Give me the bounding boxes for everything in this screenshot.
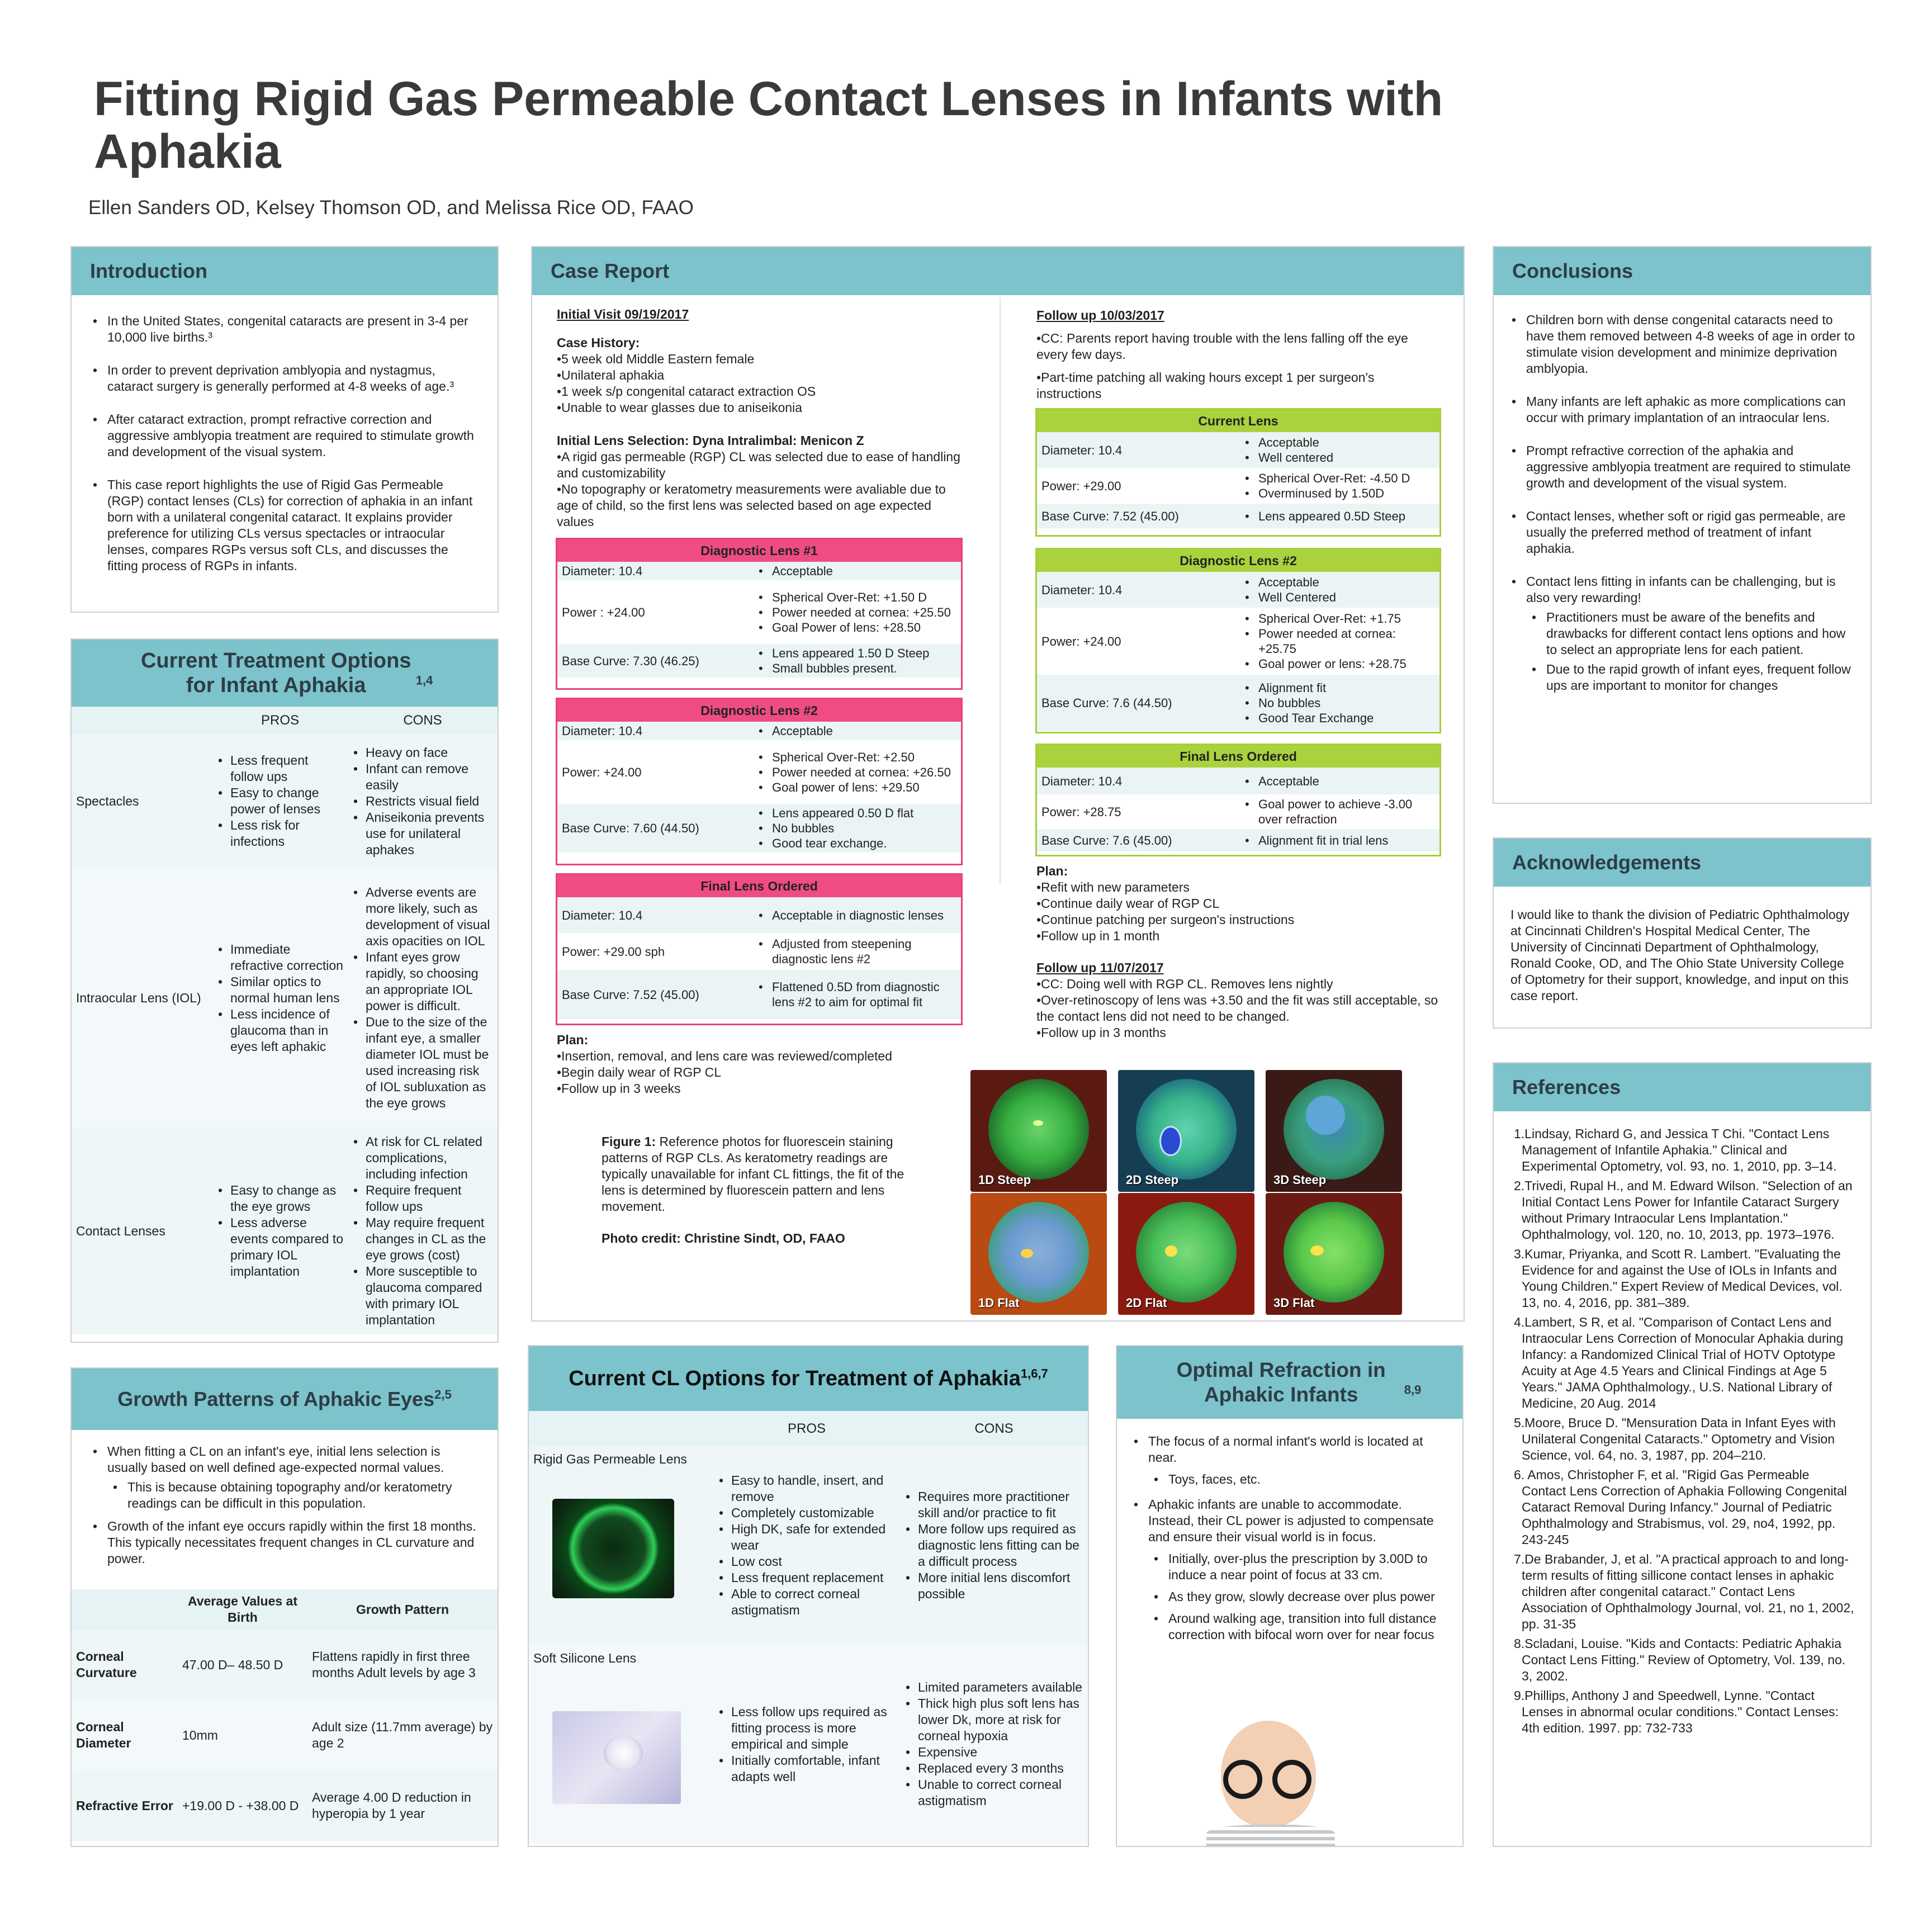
list-item: • Many infants are left aphakic as more complications can occur with primary implantation of an intraocular lens. (1508, 394, 1856, 426)
pro-item: • Similar optics to normal human lens (217, 974, 343, 1006)
selection-line: •A rigid gas permeable (RGP) CL was selected due to ease of handling and customizability (557, 449, 960, 480)
option-name: Rigid Gas Permeable Lens (533, 1452, 687, 1466)
final-lens-1-table (556, 873, 963, 1025)
treatment-heading (72, 640, 498, 707)
con-item: • Replaced every 3 months (905, 1760, 1083, 1777)
param-note: • No bubbles (1244, 695, 1435, 711)
pro-item: • High DK, safe for extended wear (718, 1521, 896, 1554)
table-row (557, 722, 961, 740)
option-name: Contact Lenses (76, 1223, 165, 1238)
param-note: • Lens appeared 0.50 D flat (757, 806, 956, 821)
table-row (529, 1446, 1088, 1645)
growth-patterns-panel (70, 1367, 499, 1847)
list-item: • Initially, over-plus the prescription by 3.00D to induce a near point of focus at 33 cm. (1150, 1551, 1449, 1583)
list-item: • Children born with dense congenital cataracts need to have them removed between 4-8 weeks of age in order to stimulate vision development and minimize deprivation amblyopia. (1508, 312, 1856, 377)
table-row (1037, 572, 1439, 608)
reference-item: 8.Scladani, Louise. "Kids and Contacts: Pediatric Aphakia Contact Lens Fitting." Review of Optometry, Vol. 139, no. 3, 2002. (1514, 1636, 1846, 1683)
con-item: • At risk for CL related complications, including infection (352, 1134, 493, 1182)
plan-line: •Begin daily wear of RGP CL (557, 1065, 721, 1079)
param-note: • Alignment fit in trial lens (1244, 833, 1435, 848)
rgp-lens-image (552, 1499, 674, 1598)
avg-header: Average Values at Birth (187, 1594, 298, 1625)
pro-item: • Completely customizable (718, 1505, 896, 1521)
fluorescein-photo-1d-steep (970, 1070, 1107, 1192)
param-note: • Good tear exchange. (757, 836, 956, 851)
striped-shirt (1206, 1825, 1335, 1847)
param-note: • Spherical Over-Ret: +1.75 (1244, 611, 1435, 626)
list-item: • This is because obtaining topography and/or keratometry readings can be difficult in this population. (110, 1479, 480, 1512)
lens-on-fingertip-icon (604, 1736, 643, 1770)
param-note: • No bubbles (757, 821, 956, 836)
con-item: • More susceptible to glaucoma compared with primary IOL implantation (352, 1263, 493, 1328)
param-note: • Lens appeared 1.50 D Steep (757, 646, 956, 661)
list-item: • Contact lens fitting in infants can be challenging, but is also very rewarding! (1508, 574, 1856, 606)
param-note: • Acceptable in diagnostic lenses (757, 908, 956, 923)
treatment-options-panel (70, 638, 499, 1343)
pro-item: • Less frequent follow ups (217, 752, 343, 785)
avg-value: 47.00 D– 48.50 D (182, 1657, 283, 1672)
option-name: Intraocular Lens (IOL) (76, 990, 201, 1005)
plan-line: •Follow up in 1 month (1036, 929, 1160, 943)
param-label: Base Curve: 7.6 (45.00) (1041, 833, 1172, 847)
plan-line: •Continue daily wear of RGP CL (1036, 896, 1220, 911)
photo-label: 2D Steep (1126, 1173, 1179, 1187)
table-row (529, 1645, 1088, 1844)
row-name: Corneal Curvature (76, 1649, 137, 1680)
param-label: Base Curve: 7.60 (44.50) (562, 821, 699, 835)
conclusions-panel (1493, 246, 1872, 804)
figure-caption-text: Reference photos for fluorescein staining patterns of RGP CLs. As keratometry readings are typically unavailable for infant CL fittings, the fit of the lens is determined by fluorescein pattern and lens movement. (602, 1134, 905, 1214)
param-label: Power: +24.00 (1041, 634, 1121, 648)
followup-1-notes (1036, 307, 1439, 402)
param-label: Base Curve: 7.6 (44.50) (1041, 695, 1172, 710)
list-item: • Contact lenses, whether soft or rigid gas permeable, are usually the preferred method of treatment of infant aphakia. (1508, 508, 1856, 557)
param-note: • Flattened 0.5D from diagnostic lens #2 to aim for optimal fit (757, 979, 956, 1010)
table-row (557, 580, 961, 644)
con-item: • Due to the size of the infant eye, a smaller diameter IOL must be used increasing risk of IOL subluxation as the eye grows (352, 1014, 493, 1111)
con-item: • Restricts visual field (352, 793, 493, 809)
table-row (1037, 504, 1439, 528)
param-note: • Well Centered (1244, 590, 1435, 605)
cl-options-heading-sup: 1,6,7 (1020, 1366, 1048, 1381)
references-heading: References (1494, 1063, 1871, 1111)
pro-item: • Easy to handle, insert, and remove (718, 1472, 896, 1505)
plan-title: Plan: (1036, 864, 1068, 878)
current-lens-table (1035, 408, 1441, 537)
list-item: • In the United States, congenital cataracts are present in 3-4 per 10,000 live births.³ (89, 313, 480, 345)
param-label: Power: +24.00 (562, 765, 642, 779)
con-item: • Adverse events are more likely, such as development of visual axis opacities on IOL (352, 884, 493, 949)
cl-options-heading-text: Current CL Options for Treatment of Aphakia (569, 1367, 1021, 1390)
optimal-heading-text: Optimal Refraction in Aphakic Infants (1176, 1358, 1386, 1406)
param-label: Base Curve: 7.30 (46.25) (562, 654, 699, 668)
table-row (557, 644, 961, 678)
param-label: Power: +29.00 (1041, 479, 1121, 493)
case-report-heading: Case Report (532, 247, 1464, 295)
growth-heading (72, 1368, 498, 1430)
param-note: • Goal Power of lens: +28.50 (757, 620, 956, 635)
plan-line: •Follow up in 3 weeks (557, 1081, 681, 1096)
pro-item: • Less incidence of glaucoma than in eyes left aphakic (217, 1006, 343, 1055)
table-row (557, 933, 961, 970)
reference-item: 5.Moore, Bruce D. "Mensuration Data in Infant Eyes with Unilateral Congenital Cataracts." Optometry and Vision Science, vol. 64, no. 3, 1987, pp. 204–210. (1514, 1415, 1836, 1462)
param-note: • Power needed at cornea: +25.75 (1244, 626, 1435, 656)
con-item: • May require frequent changes in CL as the eye grows (cost) (352, 1215, 493, 1263)
cons-header: CONS (403, 713, 442, 728)
optimal-refraction-list (1130, 1433, 1449, 1643)
poster-title: Fitting Rigid Gas Permeable Contact Lenses in Infants with Aphakia (94, 72, 1443, 178)
growth-heading-sup: 2,5 (434, 1388, 452, 1401)
table-row (1037, 608, 1439, 675)
final-lens-2-table (1035, 744, 1441, 856)
followup-note: •Over-retinoscopy of lens was +3.50 and the fit was still acceptable, so the contact lens did not need to be changed. (1036, 993, 1438, 1024)
list-item: • In order to prevent deprivation amblyopia and nystagmus, cataract surgery is generally performed at 4-8 weeks of age.³ (89, 362, 480, 395)
table-row (1037, 768, 1439, 794)
param-label: Diameter: 10.4 (562, 908, 643, 922)
param-note: • Goal power or lens: +28.75 (1244, 656, 1435, 671)
cons-header: CONS (974, 1420, 1014, 1436)
pro-item: • Easy to change as the eye grows (217, 1182, 343, 1215)
table-row (72, 1770, 498, 1841)
fluorescein-photo-2d-flat (1118, 1193, 1254, 1315)
diagnostic-lens-2-table (556, 698, 963, 865)
references-panel (1493, 1062, 1872, 1847)
reference-item: 7.De Brabander, J, et al. "A practical approach to and long-term results of fitting sillicone contact lenses in aphakic children after congenital cataract." Contact Lens Association of Ophthalmology Journal, vol. 21, no 1, 2002, pp. 31-35 (1514, 1552, 1854, 1631)
list-item: • When fitting a CL on an infant's eye, initial lens selection is usually based on well defined age-expected normal values. (89, 1443, 480, 1476)
param-note: • Goal power to achieve -3.00 over refraction (1244, 797, 1435, 827)
treatment-heading-text: Current Treatment Options for Infant Aphakia (140, 649, 411, 697)
fluorescein-photo-3d-flat (1266, 1193, 1402, 1315)
figure-label: Figure 1: (602, 1134, 656, 1149)
photo-label: 2D Flat (1126, 1296, 1167, 1310)
param-note: • Alignment fit (1244, 680, 1435, 695)
con-item: • Unable to correct corneal astigmatism (905, 1777, 1083, 1809)
list-item: • Aphakic infants are unable to accommodate. Instead, their CL power is adjusted to compensate and ensure their visual world is in focus. (1130, 1497, 1449, 1545)
param-note: • Acceptable (1244, 575, 1435, 590)
followup-note: •Part-time patching all waking hours except 1 per surgeon's instructions (1036, 370, 1375, 401)
table-row (1037, 675, 1439, 731)
list-item: • After cataract extraction, prompt refractive correction and aggressive amblyopia treatment are required to stimulate growth and development of the visual system. (89, 411, 480, 460)
fluorescein-photo-2d-steep (1118, 1070, 1254, 1192)
option-name: Soft Silicone Lens (533, 1651, 637, 1665)
history-line: •Unable to wear glasses due to aniseikonia (557, 400, 802, 415)
table-title: Diagnostic Lens #2 (1037, 550, 1439, 572)
history-line: •1 week s/p congenital cataract extraction OS (557, 384, 816, 399)
treatment-table (72, 707, 498, 1334)
plan-title: Plan: (557, 1033, 589, 1047)
introduction-heading: Introduction (72, 247, 498, 295)
con-item: • Limited parameters available (905, 1679, 1083, 1696)
list-item: • Prompt refractive correction of the aphakia and aggressive amblyopia treatment are required to stimulate growth and development of the visual system. (1508, 443, 1856, 491)
growth-table (72, 1589, 498, 1841)
reference-item: 3.Kumar, Priyanka, and Scott R. Lambert. "Evaluating the Evidence for and against the Use of IOLs in Infants and Young Children." Expert Review of Medical Devices, vol. 13, no. 4, 2016, pp. 381–389. (1514, 1247, 1843, 1310)
param-note: • Power needed at cornea: +26.50 (757, 765, 956, 780)
plan-1 (557, 1032, 982, 1097)
avg-value: +19.00 D - +38.00 D (182, 1798, 299, 1813)
acknowledgements-text: I would like to thank the division of Pediatric Ophthalmology at Cincinnati Children's Hospital Medical Center, The University of Cincinnati Department of Ophthalmology, Ronald Cooke, OD, and The Ohio State University College of Optometry for their support, knowledge, and input on this case report. (1510, 907, 1849, 1003)
photo-credit: Photo credit: Christine Sindt, OD, FAAO (602, 1231, 845, 1246)
param-note: • Acceptable (1244, 774, 1435, 789)
con-item: • Aniseikonia prevents use for unilateral aphakes (352, 809, 493, 858)
introduction-panel (70, 246, 499, 613)
con-item: • Requires more practitioner skill and/or practice to fit (905, 1489, 1083, 1521)
param-note: • Adjusted from steepening diagnostic lens #2 (757, 936, 956, 967)
table-row (72, 1128, 498, 1334)
pro-item: • Less follow ups required as fitting process is more empirical and simple (718, 1704, 896, 1753)
row-name: Refractive Error (76, 1798, 173, 1813)
avg-value: 10mm (182, 1727, 218, 1742)
table-row (1037, 468, 1439, 504)
table-title: Current Lens (1037, 410, 1439, 432)
reference-item: 6. Amos, Christopher F, et al. "Rigid Gas Permeable Contact Lens Correction of Aphakia Following Congenital Cataract Removal During Infancy." Journal of Pediatric Ophthalmology and Strabismus, vol. 29, no4, 1992, pp. 243-245 (1514, 1467, 1847, 1547)
acknowledgements-heading: Acknowledgements (1494, 839, 1871, 887)
lens-selection-title: Initial Lens Selection: Dyna Intralimbal: Menicon Z (557, 433, 864, 448)
cl-options-panel (528, 1345, 1089, 1847)
list-item: • The focus of a normal infant's world is located at near. (1130, 1433, 1449, 1466)
growth-heading-text: Growth Patterns of Aphakic Eyes (117, 1388, 435, 1410)
list-item: • This case report highlights the use of Rigid Gas Permeable (RGP) contact lenses (CLs) for correction of aphakia in an infant born with a unilateral congenital cataract. It explains provider preference for utilizing CLs versus spectacles or intraocular lenses, compares RGPs versus soft CLs, and discusses the fitting process of RGPs in infants. (89, 477, 480, 574)
plan-line: •Continue patching per surgeon's instructions (1036, 912, 1295, 927)
param-label: Base Curve: 7.52 (45.00) (562, 987, 699, 1002)
param-note: • Acceptable (757, 723, 956, 738)
pro-item: • Easy to change power of lenses (217, 785, 343, 817)
optimal-refraction-panel (1116, 1345, 1464, 1847)
list-item: • As they grow, slowly decrease over plus power (1150, 1589, 1449, 1605)
history-line: •5 week old Middle Eastern female (557, 352, 755, 366)
table-row (1037, 794, 1439, 829)
param-label: Power: +29.00 sph (562, 944, 665, 959)
table-title: Final Lens Ordered (1037, 745, 1439, 768)
pro-item: • Immediate refractive correction (217, 941, 343, 974)
param-label: Diameter: 10.4 (1041, 774, 1123, 788)
param-note: • Small bubbles present. (757, 661, 956, 676)
followup-note: •CC: Doing well with RGP CL. Removes lens nightly (1036, 977, 1333, 991)
pro-item: • Able to correct corneal astigmatism (718, 1586, 896, 1618)
authors: Ellen Sanders OD, Kelsey Thomson OD, and Melissa Rice OD, FAAO (88, 197, 694, 219)
reference-item: 9.Phillips, Anthony J and Speedwell, Lynne. "Contact Lenses in abnormal ocular conditions." Contact Lenses: 4th edition. 1997. pp: 732-733 (1514, 1688, 1839, 1735)
con-item: • Infant eyes grow rapidly, so choosing an appropriate IOL power is difficult. (352, 949, 493, 1014)
list-item: • Growth of the infant eye occurs rapidly within the first 18 months. This typically necessitates frequent changes in CL curvature and power. (89, 1518, 480, 1567)
param-note: • Overminused by 1.50D (1244, 486, 1435, 501)
pro-item: • Low cost (718, 1554, 896, 1570)
table-row (72, 1630, 498, 1700)
fluorescein-photo-3d-steep (1266, 1070, 1402, 1192)
param-note: • Acceptable (757, 564, 956, 579)
pro-item: • Less adverse events compared to primary IOL implantation (217, 1215, 343, 1280)
param-label: Base Curve: 7.52 (45.00) (1041, 509, 1179, 523)
param-note: • Acceptable (1244, 435, 1435, 450)
con-item: • Heavy on face (352, 745, 493, 761)
reference-item: 1.Lindsay, Richard G, and Jessica T Chi. "Contact Lens Management of Infantile Aphakia." Clinical and Experimental Optometry, vol. 93, no. 1, 2010, pp. 3–14. (1514, 1126, 1837, 1173)
table-row (557, 970, 961, 1019)
param-label: Diameter: 10.4 (1041, 443, 1123, 457)
table-row (557, 740, 961, 804)
pattern-value: Flattens rapidly in first three months Adult levels by age 3 (312, 1649, 476, 1680)
reference-item: 4.Lambert, S R, et al. "Comparison of Contact Lens and Intraocular Lens Correction of Monocular Aphakia during Infancy: a Randomized Clinical Trial of HOTV Optotype Acuity at Age 4.5 Years and Clinical Findings at Age 5 Years." JAMA Ophthalmology., U.S. National Library of Medicine, 20 Aug. 2014 (1514, 1315, 1844, 1410)
param-note: • Spherical Over-Ret: +1.50 D (757, 590, 956, 605)
table-row (72, 868, 498, 1128)
plan-line: •Insertion, removal, and lens care was reviewed/completed (557, 1049, 892, 1063)
optimal-heading-sup: 8,9 (1404, 1382, 1422, 1397)
conclusions-list (1508, 312, 1856, 694)
diagnostic-lens-2-followup-table (1035, 548, 1441, 733)
column-divider (1000, 297, 1001, 884)
glasses-left-icon (1223, 1760, 1262, 1799)
pattern-value: Average 4.00 D reduction in hyperopia by 1 year (312, 1790, 471, 1821)
list-item: • Around walking age, transition into full distance correction with bifocal worn over for near focus (1150, 1611, 1449, 1643)
option-name: Spectacles (76, 793, 139, 808)
glasses-right-icon (1272, 1760, 1311, 1799)
soft-lens-image (552, 1711, 681, 1804)
plan-line: •Refit with new parameters (1036, 880, 1190, 894)
references-list (1514, 1126, 1856, 1736)
conclusions-heading: Conclusions (1494, 247, 1871, 295)
table-row (72, 734, 498, 868)
con-item: • More follow ups required as diagnostic lens fitting can be a difficult process (905, 1521, 1083, 1570)
pro-item: • Less frequent replacement (718, 1570, 896, 1586)
param-note: • Lens appeared 0.5D Steep (1244, 509, 1435, 524)
initial-visit-date: Initial Visit 09/19/2017 (557, 307, 689, 321)
figure-caption (602, 1134, 926, 1247)
photo-label: 3D Flat (1273, 1296, 1315, 1310)
param-note: • Goal power of lens: +29.50 (757, 780, 956, 795)
table-row (557, 897, 961, 933)
param-note: • Spherical Over-Ret: +2.50 (757, 750, 956, 765)
plan-2 (1036, 863, 1439, 1041)
cl-options-table (529, 1411, 1088, 1844)
list-item: • Toys, faces, etc. (1150, 1471, 1449, 1488)
table-row (72, 1700, 498, 1770)
case-history-title: Case History: (557, 335, 640, 350)
introduction-list (89, 313, 480, 574)
followup-note: •CC: Parents report having trouble with the lens falling off the eye every few days. (1036, 331, 1408, 362)
param-label: Power : +24.00 (562, 605, 645, 619)
history-line: •Unilateral aphakia (557, 368, 665, 382)
optimal-refraction-heading (1117, 1346, 1462, 1419)
followup-note: •Follow up in 3 months (1036, 1025, 1166, 1040)
photo-label: 1D Flat (978, 1296, 1020, 1310)
con-item: • More initial lens discomfort possible (905, 1570, 1083, 1602)
case-left-column (557, 306, 965, 530)
param-note: • Good Tear Exchange (1244, 711, 1435, 726)
param-label: Diameter: 10.4 (562, 564, 643, 578)
param-label: Diameter: 10.4 (562, 724, 643, 738)
table-row (557, 562, 961, 580)
acknowledgements-panel (1493, 837, 1872, 1029)
pattern-header: Growth Pattern (356, 1602, 449, 1617)
param-label: Power: +28.75 (1041, 804, 1121, 819)
con-item: • Thick high plus soft lens has lower Dk, more at risk for corneal hypoxia (905, 1696, 1083, 1744)
followup-date: Follow up 10/03/2017 (1036, 308, 1164, 323)
table-row (1037, 829, 1439, 851)
diagnostic-lens-1-table (556, 538, 963, 690)
pattern-value: Adult size (11.7mm average) by age 2 (312, 1720, 493, 1750)
con-item: • Infant can remove easily (352, 761, 493, 793)
param-note: • Power needed at cornea: +25.50 (757, 605, 956, 620)
photo-label: 1D Steep (978, 1173, 1031, 1187)
param-note: • Well centered (1244, 450, 1435, 465)
fluorescein-photo-1d-flat (970, 1193, 1107, 1315)
con-item: • Expensive (905, 1744, 1083, 1760)
followup-date: Follow up 11/07/2017 (1036, 960, 1164, 975)
pros-header: PROS (787, 1420, 826, 1436)
list-item: • Practitioners must be aware of the benefits and drawbacks for different contact lens options and how to select an appropriate lens for each patient. (1528, 609, 1856, 658)
row-name: Corneal Diameter (76, 1720, 131, 1750)
reference-item: 2.Trivedi, Rupal H., and M. Edward Wilson. "Selection of an Initial Contact Lens Power for Infantile Cataract Surgery without Primary Intraocular Lens Implantation." Ophthalmology, vol. 120, no. 10, 2013, pp. 1973–1976. (1514, 1178, 1853, 1242)
pros-header: PROS (261, 713, 299, 728)
baby-with-glasses-image (1206, 1715, 1335, 1847)
table-row (557, 804, 961, 853)
cl-options-heading (529, 1346, 1088, 1411)
photo-label: 3D Steep (1273, 1173, 1327, 1187)
table-title: Diagnostic Lens #2 (557, 699, 961, 722)
treatment-heading-sup: 1,4 (415, 673, 433, 688)
pro-item: • Less risk for infections (217, 817, 343, 850)
param-label: Diameter: 10.4 (1041, 583, 1123, 597)
table-title: Final Lens Ordered (557, 875, 961, 897)
param-note: • Spherical Over-Ret: -4.50 D (1244, 471, 1435, 486)
pro-item: • Initially comfortable, infant adapts well (718, 1753, 896, 1785)
selection-line: •No topography or keratometry measurements were avaliable due to age of child, so the first lens was selected based on age expected values (557, 482, 946, 529)
list-item: • Due to the rapid growth of infant eyes, frequent follow ups are important to monitor for changes (1528, 661, 1856, 694)
con-item: • Require frequent follow ups (352, 1182, 493, 1215)
table-title: Diagnostic Lens #1 (557, 539, 961, 562)
table-row (1037, 432, 1439, 468)
